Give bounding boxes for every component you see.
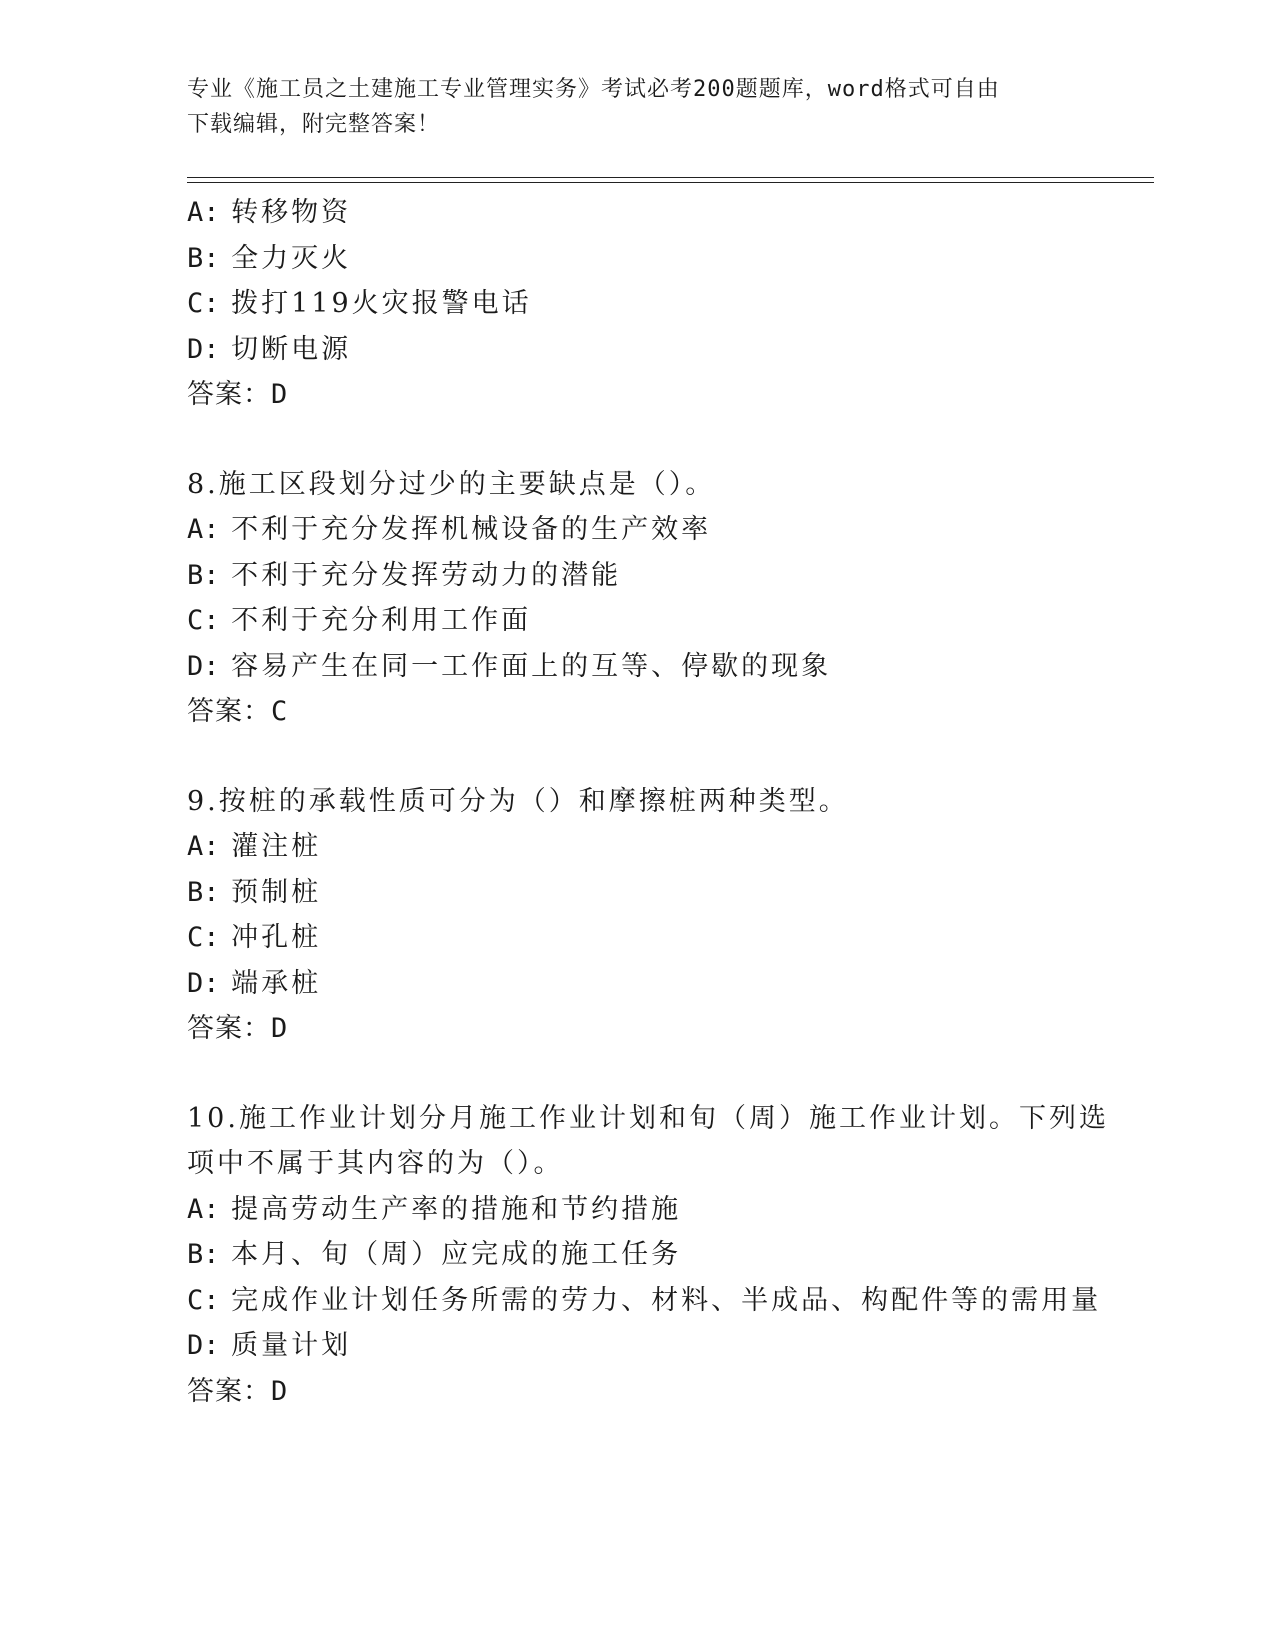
option-text: 提高劳动生产率的措施和节约措施 [231,1193,682,1225]
answer-line [187,689,1147,735]
option-tag: A: [187,1193,220,1225]
option-a [187,507,1147,553]
header-divider-bottom [187,182,1154,183]
option-d [187,327,1147,373]
option-tag: A: [187,514,220,545]
option-b [187,1232,1147,1278]
option-tag: B: [187,242,220,274]
question-list [187,190,1147,1414]
option-c [187,281,1147,327]
option-d [187,644,1147,690]
option-tag: D: [187,333,220,365]
option-text: 切断电源 [231,333,352,365]
option-c [187,915,1147,961]
option-text: 拨打119火灾报警电话 [231,288,532,319]
option-a [187,1187,1147,1233]
question-text-line-2: 项中不属于其内容的为（）。 [187,1148,564,1179]
answer-value: D [271,1013,289,1044]
option-b [187,553,1147,599]
header-divider-top [187,177,1154,178]
option-c [187,598,1147,644]
spacer [187,1052,1147,1096]
answer-label: 答案： [187,379,271,410]
option-b [187,236,1147,282]
answer-label: 答案： [187,1375,271,1407]
option-text: 冲孔桩 [231,922,322,953]
question-8 [187,462,1147,735]
option-a [187,824,1147,870]
option-text: 转移物资 [231,197,352,228]
question-9 [187,779,1147,1052]
option-d [187,961,1147,1007]
option-c [187,1278,1147,1324]
option-tag: A: [187,831,220,862]
option-tag: C: [187,605,220,636]
answer-label: 答案： [187,696,271,727]
option-text: 不利于充分发挥劳动力的潜能 [231,559,622,591]
option-text: 不利于充分发挥机械设备的生产效率 [231,514,712,545]
option-text: 本月、旬（周）应完成的施工任务 [231,1239,682,1270]
answer-line [187,1369,1147,1415]
answer-line [187,372,1147,418]
option-text: 容易产生在同一工作面上的互等、停歇的现象 [231,650,832,682]
answer-value: D [271,379,289,410]
option-tag: C: [187,288,220,319]
option-tag: A: [187,197,220,228]
spacer [187,418,1147,462]
answer-label: 答案： [187,1013,271,1044]
spacer [187,735,1147,779]
option-tag: C: [187,1284,220,1316]
option-a [187,190,1147,236]
option-text: 端承桩 [231,967,322,999]
question-text: 9.按桩的承载性质可分为（）和摩擦桩两种类型。 [187,785,849,817]
question-text-line-1: 10.施工作业计划分月施工作业计划和旬（周）施工作业计划。下列选 [187,1102,1109,1134]
option-text: 预制桩 [231,876,322,908]
option-text: 全力灭火 [231,242,352,274]
option-tag: C: [187,922,220,953]
option-tag: D: [187,1330,220,1361]
option-tag: D: [187,967,220,999]
question-text: 8.施工区段划分过少的主要缺点是（）。 [187,468,716,500]
option-tag: B: [187,1239,220,1270]
option-text: 质量计划 [231,1330,352,1361]
option-d [187,1323,1147,1369]
header-title-line-1: 专业《施工员之土建施工专业管理实务》考试必考200题题库，word格式可自由 [187,77,1000,102]
header-title-line-2: 下载编辑，附完整答案！ [187,112,441,137]
option-text: 不利于充分利用工作面 [231,605,532,636]
document-header [187,72,1087,142]
question-10 [187,1096,1147,1415]
option-text: 完成作业计划任务所需的劳力、材料、半成品、构配件等的需用量 [231,1284,1102,1316]
question-7 [187,190,1147,418]
option-b [187,870,1147,916]
answer-line [187,1006,1147,1052]
option-tag: D: [187,650,220,682]
option-tag: B: [187,876,220,908]
option-text: 灌注桩 [231,831,322,862]
answer-value: C [271,696,289,727]
answer-value: D [271,1375,289,1407]
option-tag: B: [187,559,220,591]
